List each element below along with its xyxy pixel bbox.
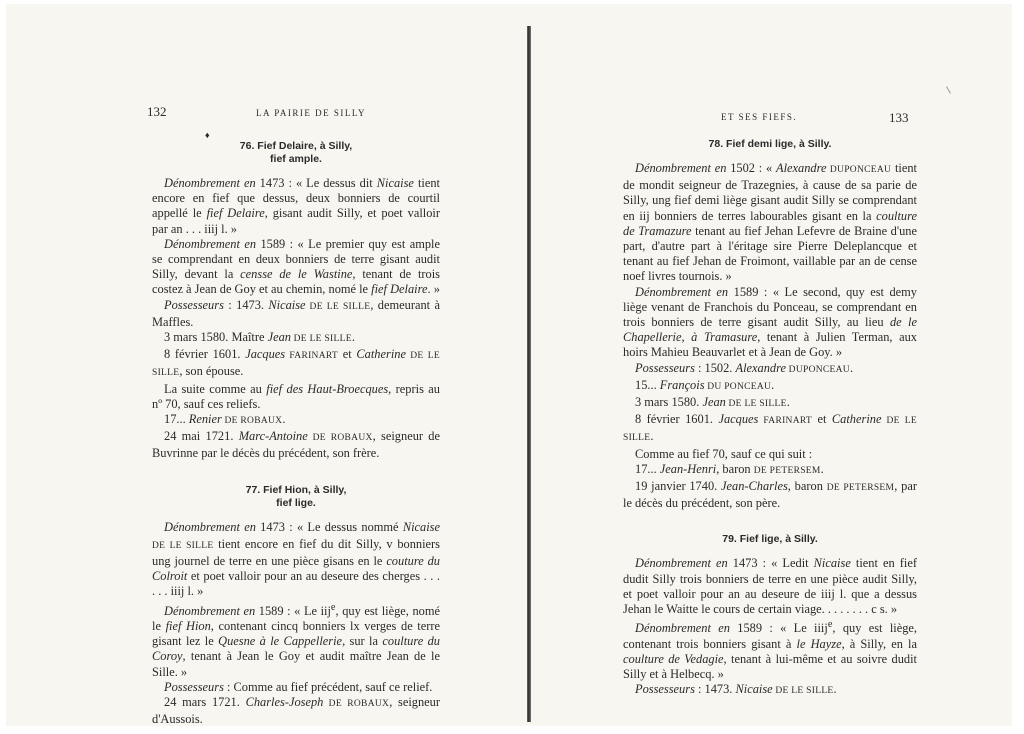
ornament-mark: ♦ bbox=[205, 130, 210, 140]
paragraph: Dénombrement en 1473 : « Le dessus nommé Nicaise DE LE SILLE tient encore en fief du dit Silly, v bonniers ung journel de terre en une pièce gisans en le couture du Colroit et poet valloir pour an au deseure des cherges . . . . . . iiij l. » bbox=[152, 519, 440, 599]
paragraph: 8 février 1601. Jacques FARINART et Catherine DE LE SILLE, son épouse. bbox=[152, 347, 440, 379]
entry-heading: 77. Fief Hion, à Silly, bbox=[245, 483, 347, 496]
running-title: ET SES FIEFS. bbox=[721, 112, 798, 122]
entry-subheading: fief ample. bbox=[270, 153, 322, 165]
paragraph: Possesseurs : 1502. Alexandre DUPONCEAU. bbox=[635, 360, 854, 375]
page-number: 133 bbox=[889, 110, 909, 125]
paragraph: Possesseurs : 1473. Nicaise DE LE SILLE, demeurant à Maffles. bbox=[152, 297, 440, 329]
paragraph: Dénombrement en 1589 : « Le premier quy est ample se comprendant en deux bonniers de terre gisant audit Silly, devant la censse de le Wastine, tenant de trois costez à Jean de Goy et au chemin, nomé le fief Delaire. » bbox=[152, 236, 440, 297]
paragraph: 24 mars 1721. Charles-Joseph DE ROBAUX, seigneur d'Aussois. bbox=[152, 695, 441, 727]
entry-heading: 79. Fief lige, à Silly. bbox=[722, 533, 818, 546]
paragraph: Possesseurs : 1473. Nicaise DE LE SILLE. bbox=[635, 682, 837, 697]
paragraph: Dénombrement en 1589 : « Le iiij$^e$, quy est liège, contenant trois bonniers gisant à le Hayze, à Silly, en la coulture de Vedagie, tenant à lui-même et au soivre dudit Silly et à Helbecq. » bbox=[623, 619, 917, 682]
page-number: 132 bbox=[147, 104, 167, 119]
paragraph: 3 mars 1580. Jean DE LE SILLE. bbox=[635, 395, 790, 410]
book-spread bbox=[6, 4, 1012, 726]
paragraph: 19 janvier 1740. Jean-Charles, baron DE PETERSEM, par le décès du précédent, son père. bbox=[623, 479, 917, 511]
entry-subheading: fief lige. bbox=[276, 496, 316, 509]
paragraph: 8 février 1601. Jacques FARINART et Catherine DE LE SILLE. bbox=[623, 412, 917, 444]
paragraph: Dénombrement en 1473 : « Le dessus dit Nicaise tient encore en fief que dessus, deux bonniers de courtil appellé le fief Delaire, gisant audit Silly, et poet valloir par an . . . iiij l. » bbox=[152, 176, 440, 236]
entry-heading: 78. Fief demi lige, à Silly. bbox=[708, 138, 832, 150]
paragraph: 17... Renier DE ROBAUX. bbox=[164, 412, 286, 427]
paragraph: 3 mars 1580. Maître Jean DE LE SILLE. bbox=[164, 330, 355, 345]
paragraph: Dénombrement en 1589 : « Le iij$^e$, quy est liège, nomé le fief Hion, contenant cincq bonniers lx verges de terre gisant lez le Quesne à le Cappellerie, sur la coulture du Coroy, tenant à Jean le Goy et audit maître Jean de le Sille. » bbox=[152, 601, 440, 679]
paragraph: 17... Jean-Henri, baron DE PETERSEM. bbox=[635, 461, 824, 476]
paragraph: Comme au fief 70, sauf ce qui suit : bbox=[635, 446, 813, 461]
right-text-column bbox=[623, 138, 917, 699]
running-title: LA PAIRIE DE SILLY bbox=[256, 108, 367, 118]
left-page bbox=[6, 4, 521, 726]
right-page bbox=[531, 4, 1012, 726]
paragraph: Possesseurs : Comme au fief précédent, sauf ce relief. bbox=[164, 679, 433, 694]
paragraph: La suite comme au fief des Haut-Broecques, repris au nº 70, sauf ces reliefs. bbox=[152, 381, 440, 411]
paragraph: Dénombrement en 1589 : « Le second, quy est demy liège venant de Franchois du Ponceau, se comprendant en trois bonniers de terre gisant audit Silly, au lieu de le Chapellerie, à Tramasure, tenant à Julien Terman, aux hoirs Mahieu Beauvarlet et à Jean de Goy. » bbox=[623, 284, 917, 360]
entry-heading: 76. Fief Delaire, à Silly, bbox=[239, 140, 353, 152]
paragraph: 15... François DU PONCEAU. bbox=[635, 377, 775, 392]
paragraph: 24 mai 1721. Marc-Antoine DE ROBAUX, seigneur de Buvrinne par le décès du précédent, son frère. bbox=[152, 429, 440, 461]
paragraph: Dénombrement en 1473 : « Ledit Nicaise tient en fief dudit Silly trois bonniers de terre en une pièce audit Silly, et poet valloir pour an au deseure de iiij l. que a dessus Jehan le Waitte le cours de certain viage. . . . . . . . c s. » bbox=[623, 556, 917, 617]
left-text-column bbox=[152, 140, 440, 727]
paragraph: Dénombrement en 1502 : « Alexandre DUPONCEAU tient de mondit seigneur de Trazegnies, à cause de sa parie de Silly, ung fief demi liège gisant audit Silly se comprendant en iij bonniers de terres labourables gisant en la coulture de Tramazure tenant au fief Jehan Lefevre de Braine d'une part, d'autre part à l'éritage sire Pierre Deleplancque et tenant au fief Jehan de Froimont, vaillable par an de cense noef livres tournois. » bbox=[623, 161, 917, 284]
